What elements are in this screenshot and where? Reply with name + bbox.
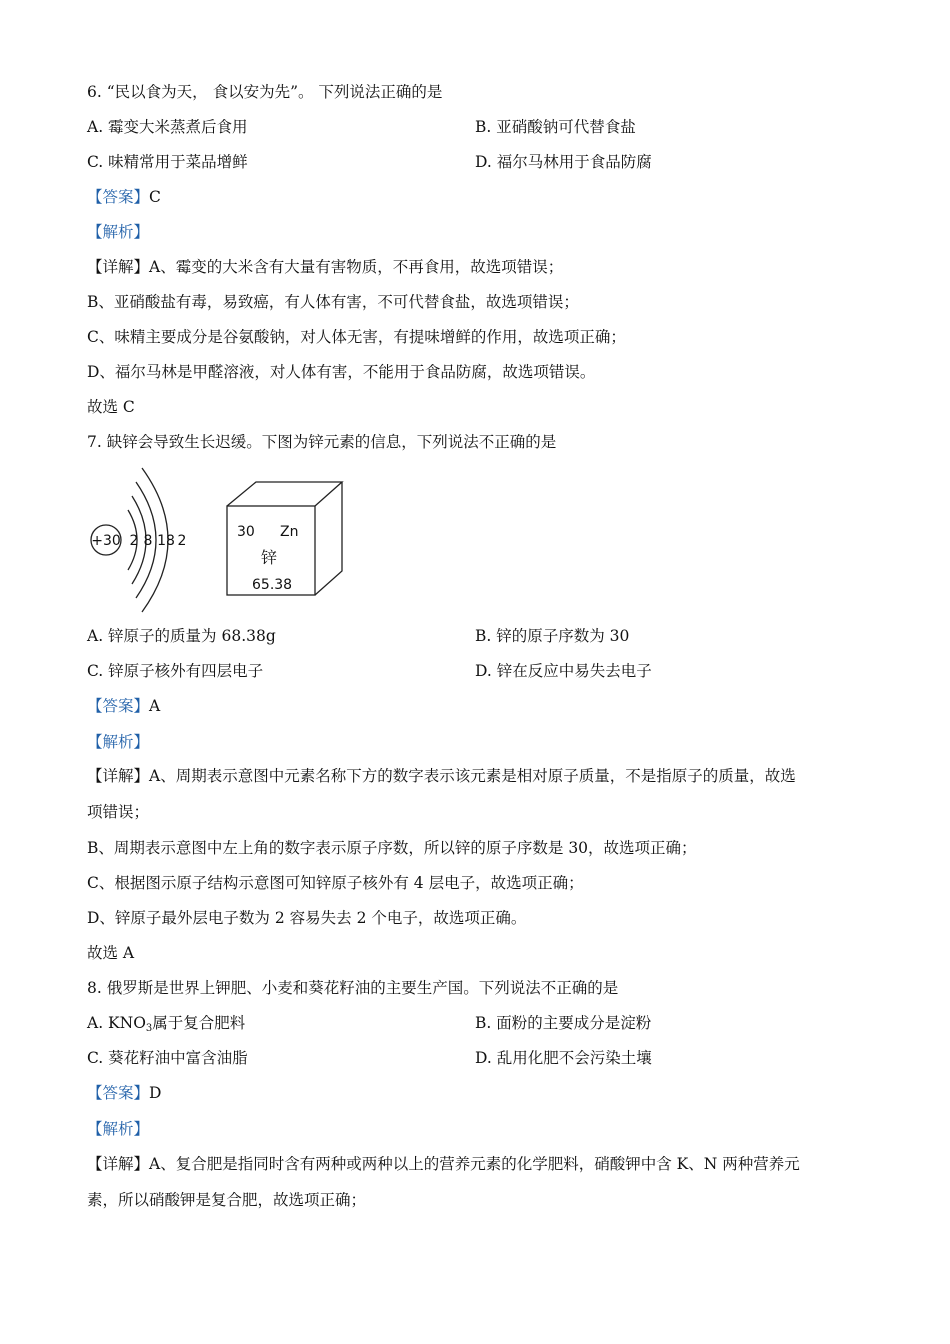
element-name: 锌 [261, 548, 278, 567]
q7-detail-b: B、周期表示意图中左上角的数字表示原子序数，所以锌的原子序数是 30，故选项正确； [87, 839, 697, 857]
q7-option-c: C. 锌原子核外有四层电子 [87, 662, 264, 680]
q7-stem: 7. 缺锌会导致生长迟缓。下图为锌元素的信息，下列说法不正确的是 [87, 433, 557, 451]
answer-value: A [149, 697, 161, 715]
shell-count: 18 [157, 533, 175, 549]
q6-option-b: B. 亚硝酸钠可代替食盐 [475, 118, 636, 136]
q6-option-a: A. 霉变大米蒸煮后食用 [87, 118, 248, 136]
q8-analysis-tag: 【解析】 [87, 1120, 150, 1138]
detail-text: A、复合肥是指同时含有两种或两种以上的营养元素的化学肥料，硝酸钾中含 K、N 两种营养元 [149, 1155, 800, 1173]
q8-option-b: B. 面粉的主要成分是淀粉 [475, 1014, 652, 1032]
detail-tag: 【详解】 [87, 767, 150, 785]
q7-conclusion: 故选 A [87, 944, 135, 962]
q6-option-d: D. 福尔马林用于食品防腐 [475, 153, 652, 171]
q6-detail-c: C、味精主要成分是谷氨酸钠，对人体无害，有提味增鲜的作用，故选项正确； [87, 328, 626, 346]
q8-option-c: C. 葵花籽油中富含油脂 [87, 1049, 248, 1067]
answer-value: C [149, 188, 161, 206]
q8-option-a [87, 1013, 245, 1039]
q6-analysis-tag: 【解析】 [87, 223, 150, 241]
q7-option-b: B. 锌的原子序数为 30 [475, 627, 630, 645]
q6-answer [87, 187, 161, 207]
detail-text: A、周期表示意图中元素名称下方的数字表示该元素是相对原子质量，不是指原子的质量，故选 [149, 767, 796, 785]
answer-tag: 【答案】 [87, 1084, 150, 1102]
q7-detail-d: D、锌原子最外层电子数为 2 容易失去 2 个电子，故选项正确。 [87, 909, 527, 927]
q8-option-d: D. 乱用化肥不会污染土壤 [475, 1049, 652, 1067]
shell-count: 2 [129, 533, 139, 549]
option-a-prefix: A. KNO [87, 1014, 146, 1032]
answer-value: D [149, 1084, 162, 1102]
atomic-mass: 65.38 [252, 577, 293, 593]
element-symbol: Zn [280, 524, 299, 540]
q6-option-c: C. 味精常用于菜品增鲜 [87, 153, 248, 171]
option-a-suffix: 属于复合肥料 [152, 1014, 246, 1032]
q8-detail-a-line1 [87, 1154, 800, 1174]
q7-detail-c: C、根据图示原子结构示意图可知锌原子核外有 4 层电子，故选项正确； [87, 874, 584, 892]
q7-analysis-tag: 【解析】 [87, 733, 150, 751]
zinc-diagram [84, 466, 359, 616]
cube-top-face [227, 482, 342, 506]
q8-detail-a-line2: 素，所以硝酸钾是复合肥，故选项正确； [87, 1191, 367, 1209]
q6-detail-a [87, 257, 563, 277]
q7-answer [87, 696, 160, 716]
shell-count: 8 [143, 533, 153, 549]
atomic-number: 30 [237, 524, 255, 540]
q6-detail-b: B、亚硝酸盐有毒，易致癌，有人体有害，不可代替食盐，故选项错误； [87, 293, 579, 311]
q8-answer [87, 1083, 161, 1103]
q6-detail-d: D、福尔马林是甲醛溶液，对人体有害，不能用于食品防腐，故选项错误。 [87, 363, 596, 381]
shell-count: 2 [177, 533, 187, 549]
q7-option-a: A. 锌原子的质量为 68.38g [87, 627, 276, 645]
q7-detail-a-line2: 项错误； [87, 803, 150, 821]
q8-stem: 8. 俄罗斯是世界上钾肥、小麦和葵花籽油的主要生产国。下列说法不正确的是 [87, 979, 619, 997]
nucleus-charge: +30 [91, 533, 121, 549]
q7-option-d: D. 锌在反应中易失去电子 [475, 662, 652, 680]
answer-tag: 【答案】 [87, 697, 150, 715]
detail-text: A、霉变的大米含有大量有害物质，不再食用，故选项错误； [149, 258, 564, 276]
answer-tag: 【答案】 [87, 188, 150, 206]
q6-stem: 6. “民以食为天， 食以安为先”。 下列说法正确的是 [87, 83, 443, 101]
detail-tag: 【详解】 [87, 258, 150, 276]
detail-tag: 【详解】 [87, 1155, 150, 1173]
option-a-subscript: 3 [145, 1023, 153, 1034]
q7-detail-a-line1 [87, 766, 796, 786]
q6-conclusion: 故选 C [87, 398, 135, 416]
zinc-figure [84, 466, 359, 616]
cube-side-face [315, 482, 342, 595]
